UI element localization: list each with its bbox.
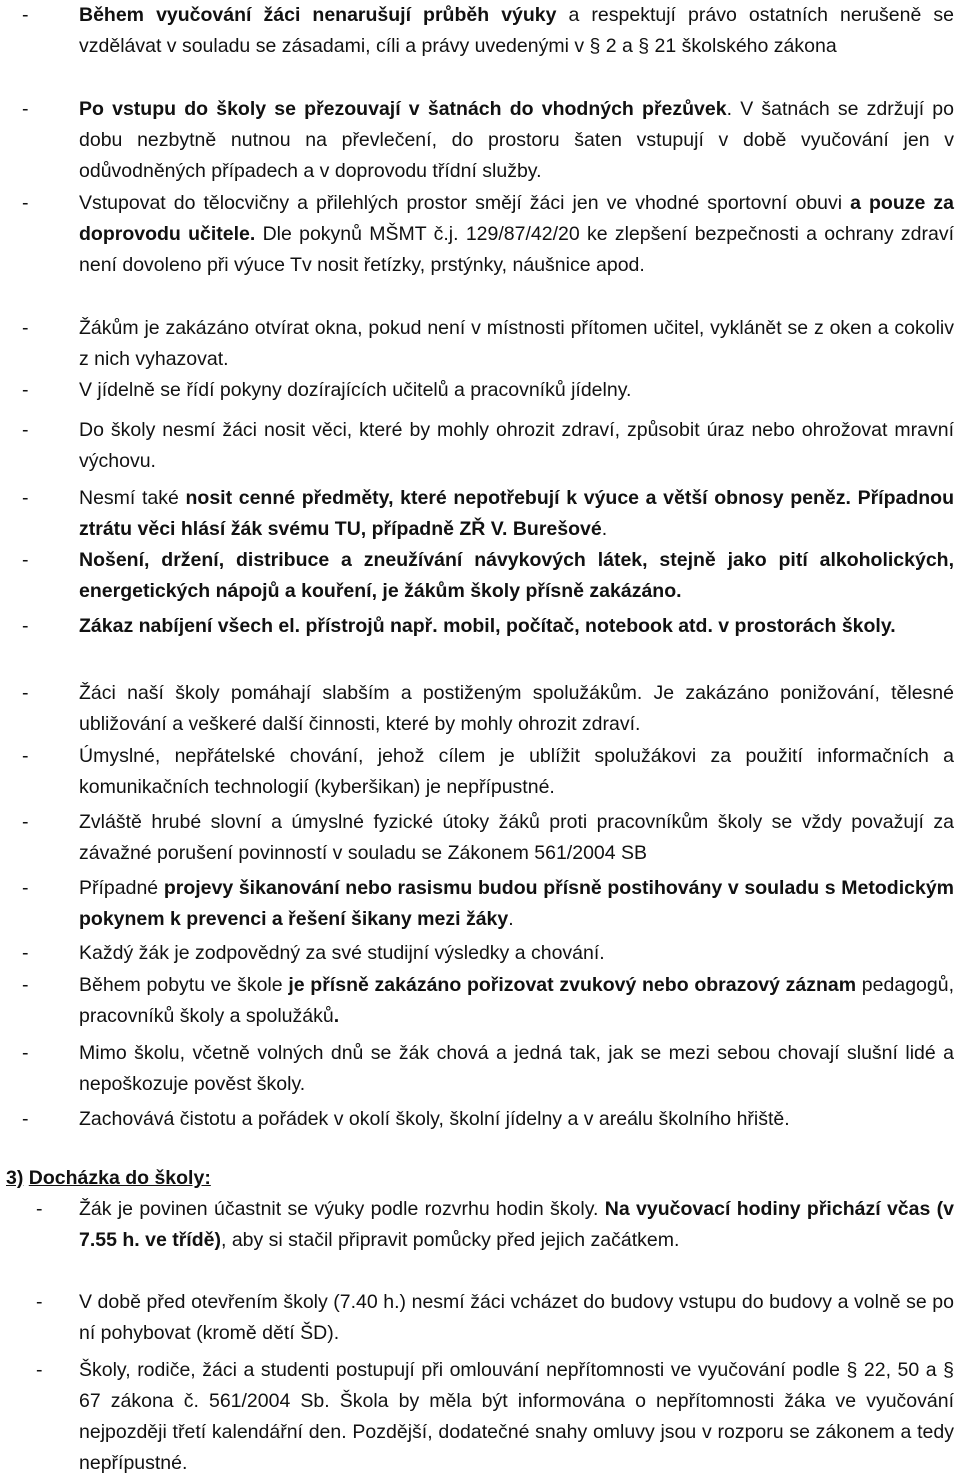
item-text: . [601,518,608,540]
list-item [0,1287,960,1349]
item-text: Dle pokynů MŠMT č.j. 129/87/42/20 ke zlepšení bezpečnosti a ochrany zdraví není dovoleno při výuce Tv nosit řetízky, prstýnky, náušnice apod. [79,223,954,276]
list-bullet: - [22,682,29,704]
item-text: Mimo školu, včetně volných dnů se žák chová a jedná tak, jak se mezi sebou chovají slušní lidé a nepoškozuje pověst školy. [79,1042,954,1095]
section-number: 3) [6,1167,24,1189]
list-item [0,483,960,545]
item-text: Zvláště hrubé slovní a úmyslné fyzické útoky žáků proti pracovníkům školy se vždy považují za závažné porušení povinností v souladu se Zákonem 561/2004 SB [79,811,954,864]
emphasized-text: Na vyučovací hodiny přichází včas (v 7.55 h. ve třídě) [79,1198,955,1251]
list-item [0,741,960,803]
list-item [0,970,960,1032]
emphasized-text: nosit cenné předměty, které nepotřebují k výuce a větší obnosy peněz. Případnou ztrátu věci hlásí žák svému TU, případně ZŘ V. Burešové [79,487,954,540]
list-item [0,313,960,375]
list-bullet: - [36,1198,43,1220]
list-item [0,1194,960,1256]
emphasized-text: projevy šikanování nebo rasismu budou přísně postihovány v souladu s Metodickým pokynem k prevenci a řešení šikany mezi žáky [79,877,954,930]
list-item [0,0,960,62]
item-text: Žákům je zakázáno otvírat okna, pokud není v místnosti přítomen učitel, vyklánět se z oken a cokoliv z nich vyhazovat. [79,317,954,370]
list-bullet: - [22,549,29,571]
item-text: Úmyslné, nepřátelské chování, jehož cílem je ublížit spolužákovi za použití informačních a komunikačních technologií (kyberšikan) je nepřípustné. [79,745,954,798]
list-bullet: - [22,379,29,401]
list-item [0,678,960,740]
list-bullet: - [22,942,29,964]
list-item [0,611,960,642]
list-bullet: - [22,745,29,767]
item-text: Během pobytu ve škole [79,974,289,996]
item-text: Školy, rodiče, žáci a studenti postupují při omlouvání nepřítomnosti ve vyučování podle § 22, 50 a § 67 zákona č. 561/2004 Sb. Škola by měla být informována o nepřítomnosti žáka ve vyučování nejpozději třetí kalendářní den. Pozdější, dodatečné snahy omluvy jsou v rozporu se zákonem a tedy nepřípustné. [79,1359,954,1474]
list-bullet: - [22,877,29,899]
item-text: Zachovává čistotu a pořádek v okolí školy, školní jídelny a v areálu školního hřiště. [79,1108,790,1130]
item-text: V jídelně se řídí pokyny dozírajících učitelů a pracovníků jídelny. [79,379,632,401]
item-text: Žáci naší školy pomáhají slabším a postiženým spolužákům. Je zakázáno ponižování, tělesné ubližování a veškeré další činnosti, které by mohly ohrozit zdraví. [79,682,954,735]
emphasized-text: Během vyučování žáci nenarušují průběh výuky [79,4,557,26]
item-text: Do školy nesmí žáci nosit věci, které by mohly ohrozit zdraví, způsobit úraz nebo ohrožovat mravní výchovu. [79,419,954,472]
list-item [0,873,960,935]
list-bullet: - [22,487,29,509]
list-bullet: - [22,317,29,339]
emphasized-text: Zákaz nabíjení všech el. přístrojů např. mobil, počítač, notebook atd. v prostorách školy. [79,615,896,637]
list-bullet: - [22,811,29,833]
item-text: Nesmí také [79,487,186,509]
item-text: Každý žák je zodpovědný za své studijní výsledky a chování. [79,942,605,964]
emphasized-text: Po vstupu do školy se přezouvají v šatnách do vhodných přezůvek [79,98,727,120]
list-item [0,1355,960,1479]
list-bullet: - [22,4,29,26]
list-item [0,94,960,187]
list-item [0,415,960,477]
item-text: V době před otevřením školy (7.40 h.) nesmí žáci vcházet do budovy vstupu do budovy a volně se po ní pohybovat (kromě dětí ŠD). [79,1291,954,1344]
list-bullet: - [36,1291,43,1313]
list-bullet: - [36,1359,43,1381]
list-item [0,545,960,607]
item-text: Případné [79,877,164,899]
list-item [0,188,960,281]
item-text: a respektují právo ostatních nerušeně se vzdělávat v souladu se zásadami, cíli a právy uvedenými v § 2 a § 21 školského zákona [79,4,954,57]
item-text: . [508,908,514,930]
section-heading [6,1163,211,1194]
list-bullet: - [22,98,29,120]
list-bullet: - [22,1042,29,1064]
list-bullet: - [22,192,29,214]
list-item [0,938,960,969]
list-item [0,807,960,869]
item-text: Vstupovat do tělocvičny a přilehlých prostor smějí žáci jen ve vhodné sportovní obuvi [79,192,851,214]
list-bullet: - [22,974,29,996]
item-text: , aby si stačil připravit pomůcky před jejich začátkem. [220,1229,680,1251]
emphasized-text: Nošení, držení, distribuce a zneužívání návykových látek, stejně jako pití alkoholických, energetických nápojů a kouření, je žákům školy přísně zakázáno. [79,549,954,602]
emphasized-text: . [333,1005,340,1027]
item-text: Žák je povinen účastnit se výuky podle rozvrhu hodin školy. [79,1198,605,1220]
item-text: . V šatnách se zdržují po dobu nezbytně nutnou na převlečení, do prostoru šaten vstupují v době vyučování jen v odůvodněných případech a v doprovodu třídní služby. [79,98,954,182]
section-title: Docházka do školy: [28,1167,211,1189]
list-bullet: - [22,419,29,441]
list-item [0,375,960,406]
item-text: pedagogů, pracovníků školy a spolužáků [79,974,954,1027]
emphasized-text: je přísně zakázáno pořizovat zvukový nebo obrazový záznam [288,974,857,996]
list-bullet: - [22,615,29,637]
list-bullet: - [22,1108,29,1130]
list-item [0,1104,960,1135]
emphasized-text: a pouze za doprovodu učitele. [79,192,954,245]
list-item [0,1038,960,1100]
